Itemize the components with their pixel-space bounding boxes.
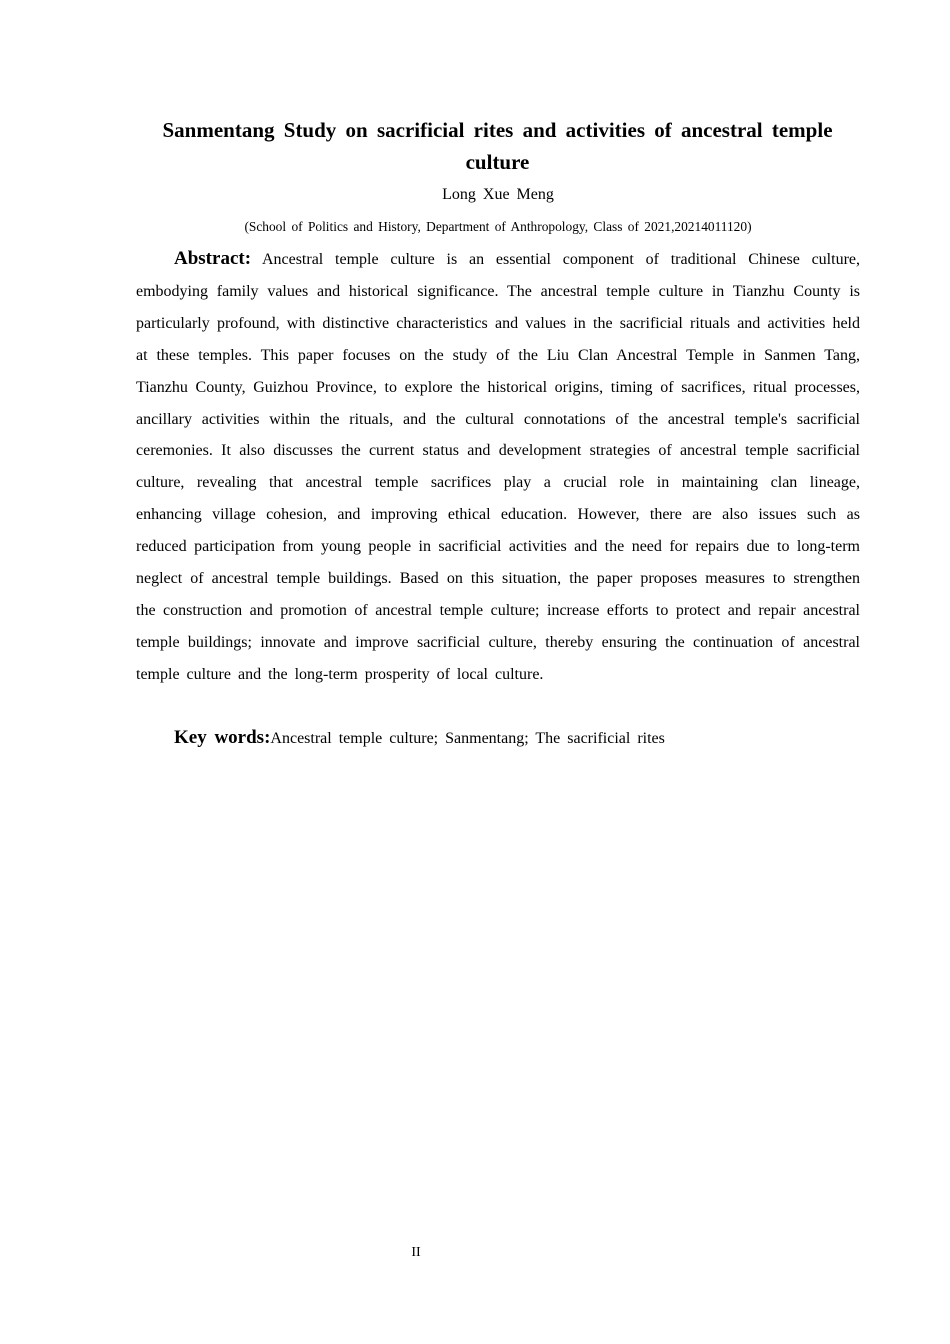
page-number: II — [411, 1245, 421, 1260]
paper-title: Sanmentang Study on sacrificial rites and activities of ancestral temple culture — [162, 118, 833, 174]
author-affiliation: (School of Politics and History, Department of Anthropology, Class of 2021,20214011120) — [244, 219, 752, 234]
abstract-paragraph — [136, 243, 860, 691]
author-name: Long Xue Meng — [442, 186, 554, 203]
keywords-text: Ancestral temple culture; Sanmentang; The sacrificial rites — [270, 730, 665, 747]
abstract-label: Abstract: — [174, 248, 252, 269]
abstract-text: Ancestral temple culture is an essential component of traditional Chinese culture, embodying family values and historical significance. The ancestral temple culture in Tianzhu County is particularly profound, with distinctive characteristics and values in the sacrificial rituals and activities held at these temples. This paper focuses on the study of the Liu Clan Ancestral Temple in Sanmen Tang, Tianzhu County, Guizhou Province, to explore the historical origins, timing of sacrifices, ritual processes, ancillary activities within the rituals, and the cultural connotations of the ancestral temple's sacrificial ceremonies. It also discusses the current status and development strategies of ancestral temple sacrificial culture, revealing that ancestral temple sacrifices play a crucial role in maintaining clan lineage, enhancing village cohesion, and improving ethical education. However, there are also issues such as reduced participation from young people in sacrificial activities and the need for repairs due to long-term neglect of ancestral temple buildings. Based on this situation, the paper proposes measures to strengthen the construction and promotion of ancestral temple culture; increase efforts to protect and repair ancestral temple buildings; innovate and improve sacrificial culture, thereby ensuring the continuation of ancestral temple culture and the long-term prosperity of local culture. — [136, 251, 861, 683]
keywords-paragraph — [136, 722, 860, 755]
keywords-label: Key words: — [174, 727, 271, 748]
